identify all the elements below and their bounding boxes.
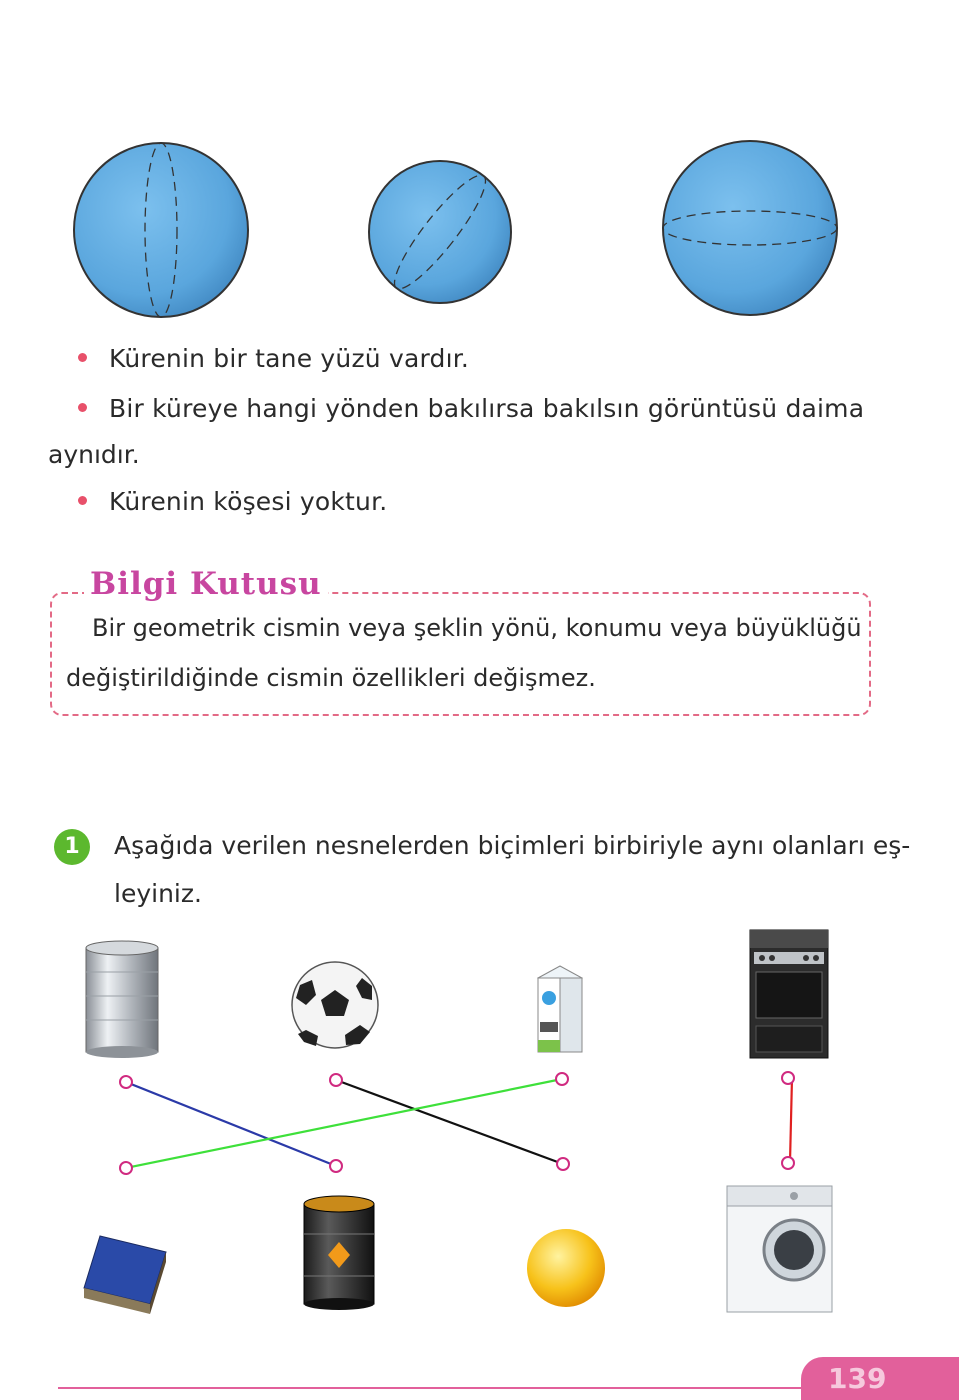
bullet-same-view-continuation: aynıdır. [48,440,140,469]
top-dots [120,1072,794,1088]
matchbox-icon [84,1236,166,1314]
match-line-oven-washer [790,1078,792,1162]
top-dot-2[interactable] [330,1074,342,1086]
yellow-ball-icon [527,1229,605,1307]
info-box-line-1: Bir geometrik cismin veya şeklin yönü, konumu veya büyüklüğü [92,614,862,642]
question-text-line-1: Aşağıda verilen nesnelerden biçimleri birbiriyle aynı olanları eş- [114,831,911,860]
top-dot-1[interactable] [120,1076,132,1088]
oil-barrel-icon [304,1196,374,1310]
washing-machine-icon [727,1186,832,1312]
top-dot-4[interactable] [782,1072,794,1084]
oven-icon [750,930,828,1058]
soccer-ball-icon [292,962,378,1048]
page-number: 139 [828,1362,887,1395]
bottom-dot-4[interactable] [782,1157,794,1169]
page-footer-rule [58,1387,803,1389]
bottom-dot-3[interactable] [557,1158,569,1170]
bullet-text: Kürenin köşesi yoktur. [109,487,388,516]
match-line-carton-matchbox [126,1079,562,1168]
question-text-line-2: leyiniz. [114,879,202,908]
bullet-text: Kürenin bir tane yüzü vardır. [109,344,470,373]
match-line-can-barrel [126,1082,336,1166]
tin-can-icon [86,941,158,1058]
top-dot-3[interactable] [556,1073,568,1085]
milk-carton-icon [538,966,582,1052]
bottom-dot-2[interactable] [330,1160,342,1172]
match-line-ball-yellowball [336,1080,563,1164]
info-box-line-2: değiştirildiğinde cismin özellikleri değişmez. [66,664,596,692]
bottom-dot-1[interactable] [120,1162,132,1174]
bottom-dots [120,1157,794,1174]
bullet-text: Bir küreye hangi yönden bakılırsa bakılsın görüntüsü daima [109,394,865,423]
info-box-title: Bilgi Kutusu [84,566,328,602]
question-number-badge: 1 [54,829,90,865]
